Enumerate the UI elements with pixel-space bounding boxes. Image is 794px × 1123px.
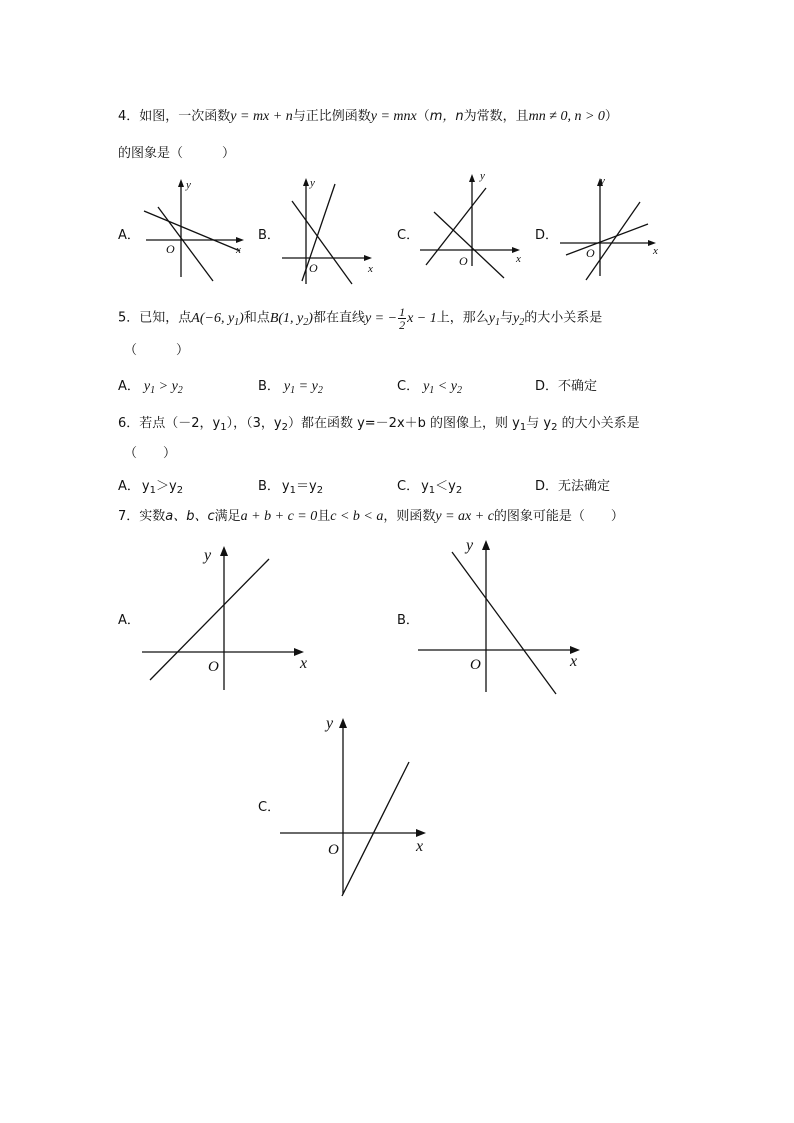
q5-stem bbox=[118, 306, 602, 331]
q5-point-b: B(1, $y_2$) bbox=[269, 310, 313, 328]
q4-graph-d bbox=[556, 172, 676, 282]
q4-cond-close: ） bbox=[604, 109, 618, 124]
q4-option-c-label: C． bbox=[397, 228, 420, 243]
q4-option-d-label: D． bbox=[535, 228, 559, 243]
line-one bbox=[292, 201, 352, 284]
x-label: x bbox=[236, 244, 241, 256]
line-two bbox=[302, 184, 335, 281]
line-two bbox=[586, 202, 640, 280]
q5-y2: $y_2$ bbox=[513, 310, 525, 328]
q5-equation: y = − $\frac{1}{2}$ x − 1 bbox=[364, 305, 437, 332]
q5-number: 5．已知，点 bbox=[118, 310, 192, 326]
x-label: x bbox=[516, 253, 521, 265]
q5-mid: 都在直线 bbox=[312, 310, 365, 326]
x-label: x bbox=[570, 653, 578, 670]
q4-stem-line2: 的图象是（ ） bbox=[118, 146, 236, 161]
q5-with: 与 bbox=[499, 310, 513, 326]
q7-graph-c bbox=[276, 712, 456, 902]
q5-answer-paren: （ ） bbox=[124, 343, 190, 358]
graph-line bbox=[342, 762, 409, 896]
q5-option-c[interactable]: C． $y_1 < y_2$ bbox=[397, 379, 462, 396]
q6-option-d[interactable]: D．无法确定 bbox=[535, 479, 611, 494]
q5-tail: 上，那么 bbox=[436, 310, 489, 326]
line-two bbox=[434, 212, 504, 278]
q5-option-b[interactable]: B． $y_1 = y_2$ bbox=[258, 379, 323, 396]
q4-cond-math: mn ≠ 0, n > 0 bbox=[528, 109, 605, 124]
q5-and: 和点 bbox=[243, 310, 270, 326]
origin-label: O bbox=[166, 242, 175, 256]
origin-label: O bbox=[459, 254, 468, 268]
q6-option-a[interactable]: A． $y_1>y_2$ bbox=[118, 479, 184, 496]
q4-cond-text: 为常数，且 bbox=[463, 109, 529, 124]
q4-number: 4．如图，一次函数 bbox=[118, 109, 231, 124]
q6-answer-paren: （ ） bbox=[124, 446, 177, 461]
q4-graph-a bbox=[140, 175, 260, 285]
q7-stem: 7．实数a、b、c满足a + b + c = 0且c < b < a，则函数y = ax + c的图象可能是（ ） bbox=[118, 509, 624, 524]
y-label: y bbox=[310, 177, 315, 189]
origin-label: O bbox=[208, 659, 219, 675]
x-label: x bbox=[653, 245, 658, 257]
x-label: x bbox=[300, 655, 308, 672]
q7-option-b-label: B． bbox=[397, 613, 419, 628]
origin-label: O bbox=[470, 657, 481, 673]
y-label: y bbox=[480, 170, 485, 182]
q4-func2: y = mnx bbox=[370, 109, 417, 124]
q5-y1: $y_1$ bbox=[488, 310, 500, 328]
graph-line bbox=[452, 552, 556, 694]
x-label: x bbox=[416, 838, 424, 855]
q6-stem: 6．若点（－2，$y_1$），（3，$y_2$）都在函数 y=－2x＋b 的图像上，则 $y_1$与 $y_2$ 的大小关系是 bbox=[118, 416, 640, 433]
q7-vars: a、b、c bbox=[165, 509, 215, 524]
q5-point-a: A(−6, $y_1$) bbox=[191, 310, 244, 328]
line-one bbox=[426, 188, 486, 265]
origin-label: O bbox=[586, 246, 595, 260]
line-one bbox=[144, 211, 240, 251]
q4-cond-open: （ bbox=[416, 109, 430, 124]
x-label: x bbox=[368, 263, 373, 275]
y-label: y bbox=[326, 715, 334, 732]
y-label: y bbox=[466, 537, 474, 554]
q4-cond-vars: m，n bbox=[429, 109, 464, 124]
origin-label: O bbox=[328, 842, 339, 858]
q4-graph-c bbox=[416, 170, 536, 280]
y-label: y bbox=[204, 547, 212, 564]
origin-label: O bbox=[309, 261, 318, 275]
q6-option-c[interactable]: C． $y_1<y_2$ bbox=[397, 479, 463, 496]
q4-func1: y = mx + n bbox=[230, 109, 293, 124]
q7-graph-b bbox=[414, 534, 604, 704]
q5-fraction: $\frac{1}{2}$ bbox=[399, 305, 406, 332]
q7-option-a-label: A． bbox=[118, 613, 140, 628]
q4-option-b-label: B． bbox=[258, 228, 280, 243]
q5-option-a[interactable]: A． $y_1 > y_2$ bbox=[118, 379, 183, 396]
y-label: y bbox=[600, 175, 605, 187]
q4-graph-b bbox=[278, 172, 398, 287]
y-label: y bbox=[186, 179, 191, 191]
q4-option-a-label: A． bbox=[118, 228, 140, 243]
q4-stem bbox=[118, 108, 618, 126]
q4-mid: 与正比例函数 bbox=[292, 109, 371, 124]
q5-end: 的大小关系是 bbox=[524, 310, 603, 326]
q7-graph-a bbox=[138, 540, 328, 700]
q7-option-c-label: C． bbox=[258, 800, 281, 815]
q6-option-b[interactable]: B． $y_1=y_2$ bbox=[258, 479, 324, 496]
q5-option-d[interactable]: D．不确定 bbox=[535, 379, 598, 394]
